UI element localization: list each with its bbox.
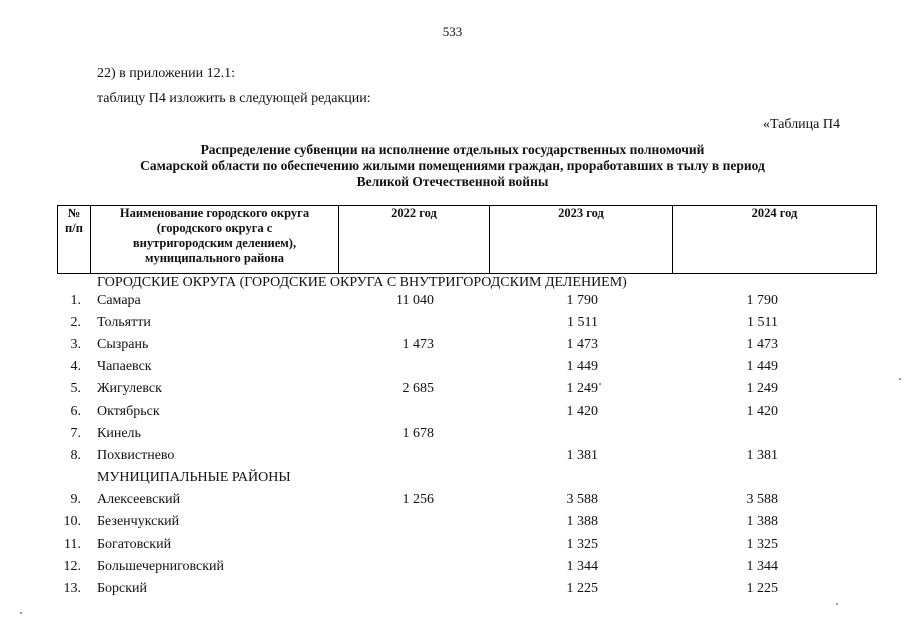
intro-line-2: таблицу П4 изложить в следующей редакции:	[97, 91, 371, 106]
row-value-2022: 1 678	[402, 426, 434, 441]
row-value-2024: 1 388	[746, 514, 778, 529]
row-name: Алексеевский	[97, 492, 181, 507]
table-row	[0, 381, 905, 401]
row-value-2024: 1 449	[746, 359, 778, 374]
row-value-2023: 1 344	[566, 559, 598, 574]
table-title-line-1: Распределение субвенции на исполнение отдельных государственных полномочий	[200, 142, 705, 157]
row-value-2024: 1 420	[746, 404, 778, 419]
row-number: 12.	[63, 559, 81, 574]
header-num-line: №	[67, 206, 81, 220]
row-number: 13.	[63, 581, 81, 596]
row-value-2023: 1 420	[566, 404, 598, 419]
row-value-2023: 1 473	[566, 337, 598, 352]
intro-line-1: 22) в приложении 12.1:	[97, 66, 235, 81]
row-name: Похвистнево	[97, 448, 175, 463]
row-value-2022: 11 040	[396, 293, 434, 308]
row-name: Кинель	[97, 426, 141, 441]
table-header	[57, 205, 877, 274]
row-name: Безенчукский	[97, 514, 180, 529]
row-name: Жигулевск	[97, 381, 162, 396]
table-row	[0, 315, 905, 335]
table-row	[0, 581, 905, 601]
row-value-2024: 1 325	[746, 537, 778, 552]
row-value-2024: 1 381	[746, 448, 778, 463]
row-number: 7.	[70, 426, 81, 441]
row-number: 4.	[70, 359, 81, 374]
row-number: 8.	[70, 448, 81, 463]
row-number: 10.	[63, 514, 81, 529]
row-value-2023: 1 225	[566, 581, 598, 596]
row-number: 3.	[70, 337, 81, 352]
table-row	[0, 337, 905, 357]
header-name-line: муниципального района	[144, 251, 285, 265]
row-number: 5.	[70, 381, 81, 396]
table-reference: «Таблица П4	[763, 117, 840, 132]
page-number: 533	[442, 24, 463, 39]
table-row	[0, 426, 905, 446]
row-value-2023: 1 511	[567, 315, 598, 330]
row-number: 11.	[64, 537, 81, 552]
header-num-cell	[58, 206, 91, 274]
table-title-line-2: Самарской области по обеспечению жилыми помещениями граждан, проработавших в тылу в период	[140, 158, 765, 173]
row-value-2022: 1 473	[402, 337, 434, 352]
row-value-2023: 1 381	[566, 448, 598, 463]
row-value-2023: 1 449	[566, 359, 598, 374]
header-name-line: (городского округа с	[156, 221, 273, 235]
table-title-line-3: Великой Отечественной войны	[356, 174, 549, 189]
scan-speck	[20, 612, 22, 614]
row-value-2022: 2 685	[402, 381, 434, 396]
header-num-line: п/п	[65, 221, 83, 235]
row-name: Богатовский	[97, 537, 172, 552]
row-number: 1.	[70, 293, 81, 308]
row-value-2023: 1 249	[566, 381, 598, 396]
table-row	[0, 448, 905, 468]
header-name-line: Наименование городского округа	[119, 206, 310, 220]
row-number: 2.	[70, 315, 81, 330]
header-2023: 2023 год	[490, 206, 673, 274]
scan-speck	[836, 603, 838, 605]
table-row	[0, 359, 905, 379]
row-value-2024: 3 588	[746, 492, 778, 507]
row-value-2023: 1 388	[566, 514, 598, 529]
table-row	[0, 559, 905, 579]
row-value-2024: 1 473	[746, 337, 778, 352]
row-value-2023: 3 588	[566, 492, 598, 507]
table-row	[0, 514, 905, 534]
header-2022: 2022 год	[339, 206, 490, 274]
row-name: Борский	[97, 581, 148, 596]
scan-speck	[599, 383, 601, 385]
row-value-2024: 1 249	[746, 381, 778, 396]
table-row	[0, 492, 905, 512]
row-name: Сызрань	[97, 337, 149, 352]
row-value-2023: 1 790	[566, 293, 598, 308]
table-row	[0, 293, 905, 313]
header-name-line: внутригородским делением),	[132, 236, 297, 250]
row-name: Большечерниговский	[97, 559, 225, 574]
table-row	[0, 404, 905, 424]
row-name: Чапаевск	[97, 359, 152, 374]
row-name: Октябрьск	[97, 404, 160, 419]
section-heading-municipal-districts: МУНИЦИПАЛЬНЫЕ РАЙОНЫ	[97, 470, 291, 485]
section-heading-city-districts: ГОРОДСКИЕ ОКРУГА (ГОРОДСКИЕ ОКРУГА С ВНУТРИГОРОДСКИМ ДЕЛЕНИЕМ)	[97, 275, 627, 290]
row-number: 9.	[70, 492, 81, 507]
row-name: Самара	[97, 293, 141, 308]
table-row	[0, 537, 905, 557]
row-name: Тольятти	[97, 315, 151, 330]
row-value-2024: 1 511	[747, 315, 778, 330]
row-value-2023: 1 325	[566, 537, 598, 552]
header-2024: 2024 год	[673, 206, 877, 274]
row-value-2024: 1 225	[746, 581, 778, 596]
header-name-cell	[91, 206, 339, 274]
row-value-2022: 1 256	[402, 492, 434, 507]
row-number: 6.	[70, 404, 81, 419]
scan-speck	[899, 378, 901, 380]
row-value-2024: 1 344	[746, 559, 778, 574]
row-value-2024: 1 790	[746, 293, 778, 308]
